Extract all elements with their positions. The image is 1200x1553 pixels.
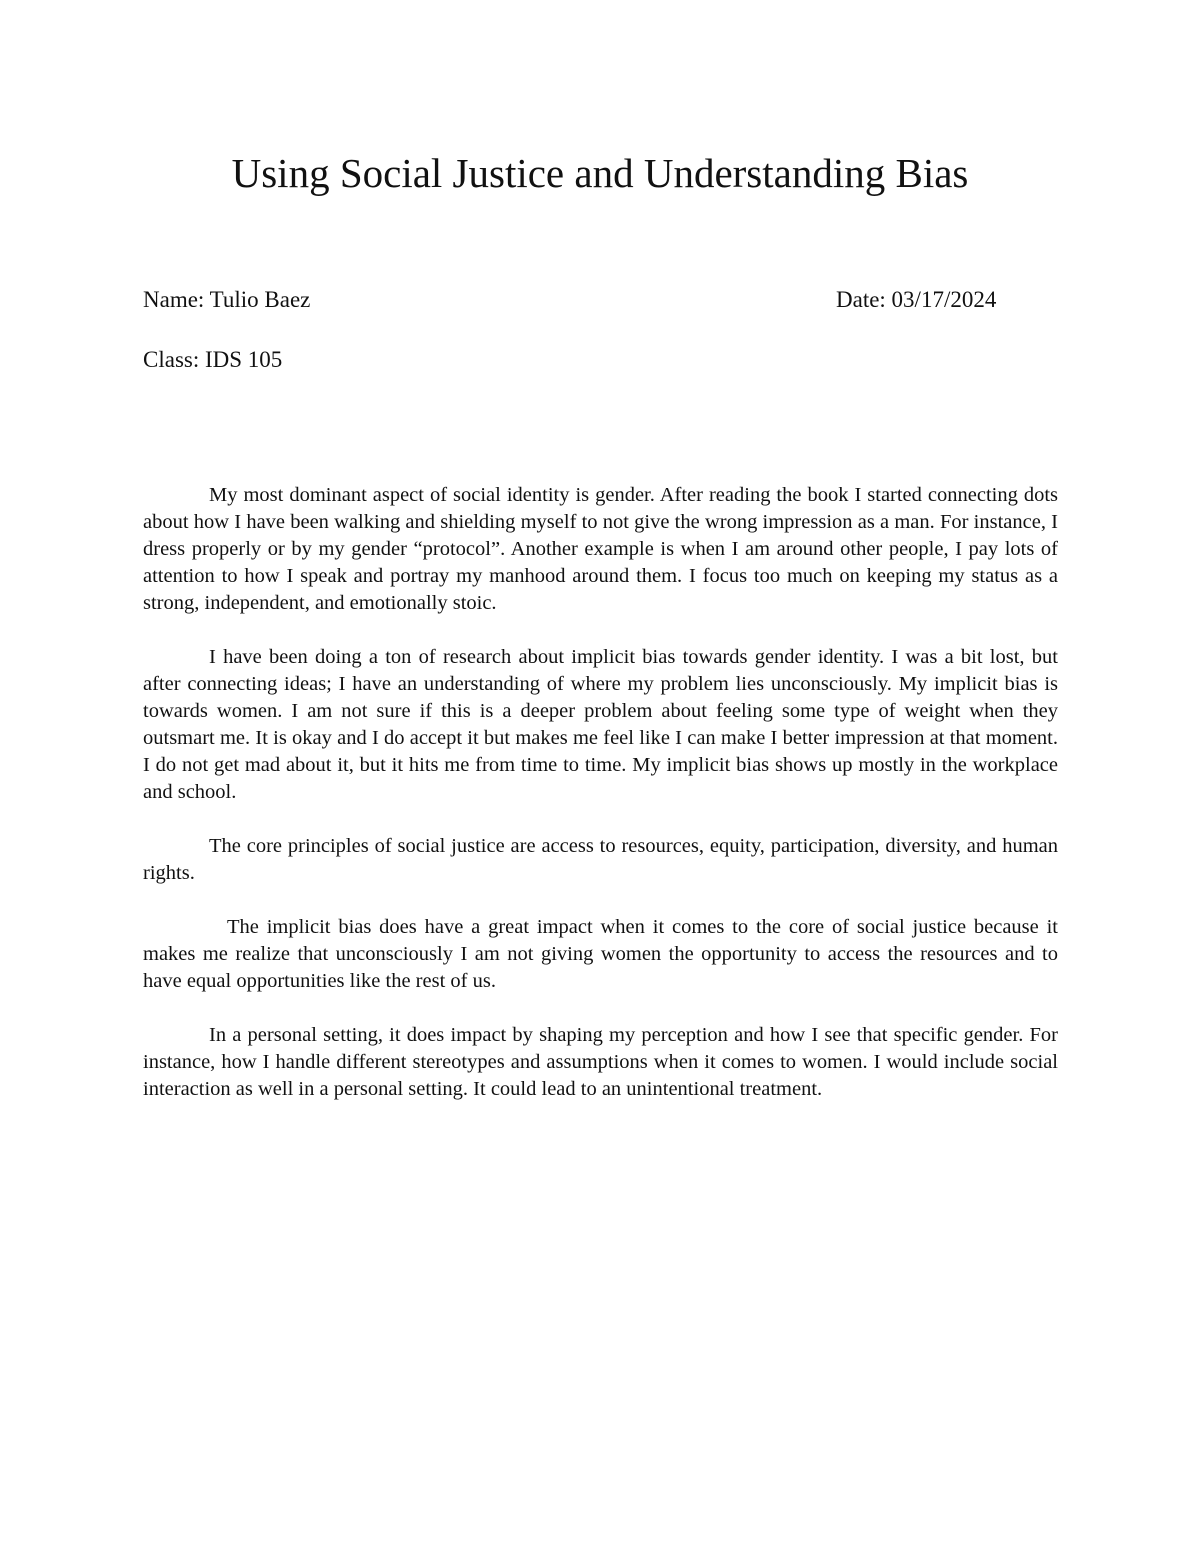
paragraph-impact: The implicit bias does have a great impact when it comes to the core of social justice because it makes me realize that unconsciously I am not giving women the opportunity to access the resources and to have equal opportunities like the rest of us. (143, 916, 1058, 992)
paragraph-core-principles: The core principles of social justice are access to resources, equity, participation, diversity, and human rights. (143, 835, 1058, 884)
paragraph-personal-setting: In a personal setting, it does impact by shaping my perception and how I see that specific gender. For instance, how I handle different stereotypes and assumptions when it comes to women. I would include social interaction as well in a personal setting. It could lead to an unintentional treatment. (143, 1024, 1058, 1100)
document-title: Using Social Justice and Understanding Bias (231, 150, 969, 196)
paragraph-social-identity: My most dominant aspect of social identity is gender. After reading the book I started connecting dots about how I have been walking and shielding myself to not give the wrong impression as a man. For instance, I dress properly or by my gender “protocol”. Another example is when I am around other people, I pay lots of attention to how I speak and portray my manhood around them. I focus too much on keeping my status as a strong, independent, and emotionally stoic. (143, 484, 1058, 614)
submission-date: Date: 03/17/2024 (836, 287, 997, 312)
student-name: Name: Tulio Baez (143, 287, 311, 312)
class-name: Class: IDS 105 (143, 347, 283, 372)
paragraph-implicit-bias: I have been doing a ton of research about implicit bias towards gender identity. I was a bit lost, but after connecting ideas; I have an understanding of where my problem lies unconsciously. My implicit bias is towards women. I am not sure if this is a deeper problem about feeling some type of weight when they outsmart me. It is okay and I do accept it but makes me feel like I can make I better impression at that moment. I do not get mad about it, but it hits me from time to time. My implicit bias shows up mostly in the workplace and school. (143, 646, 1058, 803)
essay-body (143, 482, 1058, 1130)
